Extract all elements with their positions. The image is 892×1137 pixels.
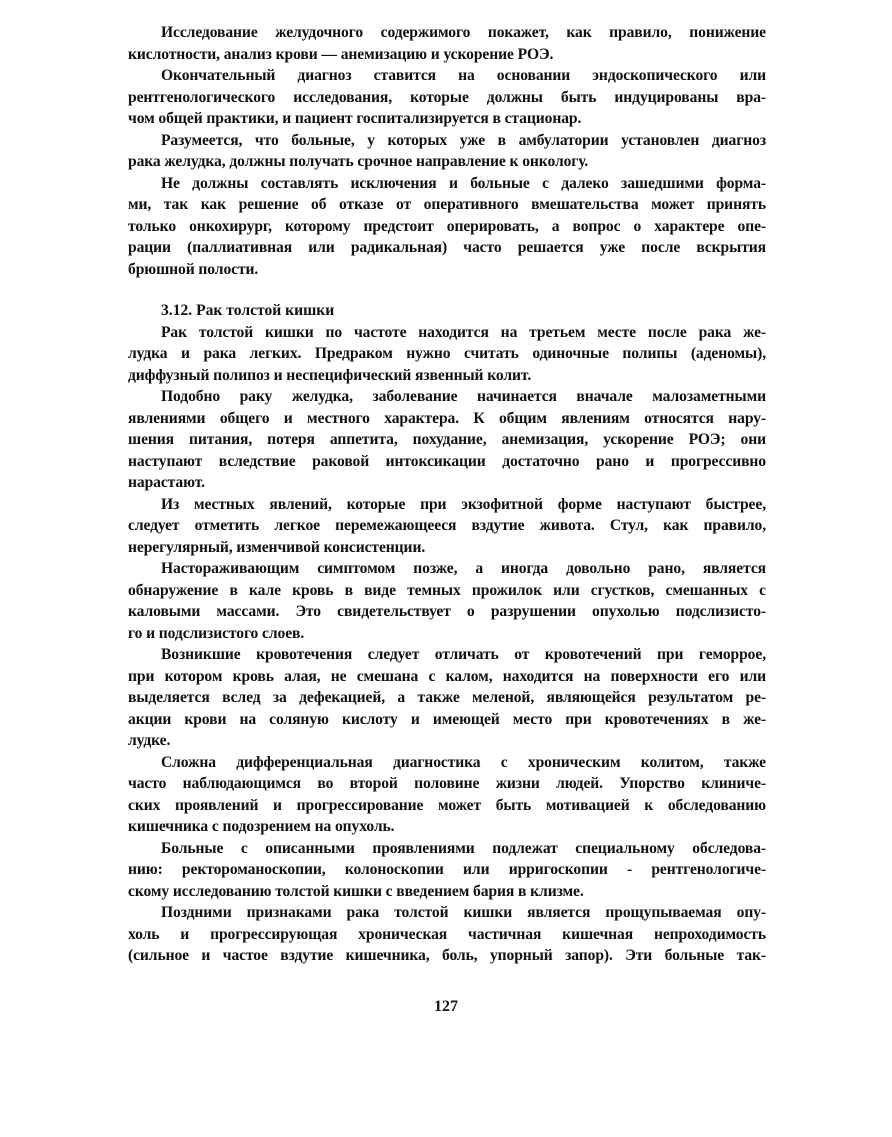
- page-body: [128, 22, 766, 967]
- text-line: часто наблюдающимся во второй половине жизни людей. Упорство клиниче-: [128, 775, 766, 792]
- text-line: Исследование желудочного содержимого покажет, как правило, понижение: [161, 24, 766, 41]
- paragraph: [128, 22, 766, 65]
- text-line: Рак толстой кишки по частоте находится на третьем месте после рака же-: [161, 323, 766, 341]
- text-line: рации (паллиативная или радикальная) часто решается уже после вскрытия: [128, 239, 766, 256]
- paragraph: [128, 558, 766, 644]
- text-line: го и подслизистого слоев.: [128, 624, 305, 642]
- paragraph: [128, 130, 766, 173]
- paragraph: [128, 173, 766, 281]
- text-line: ми, так как решение об отказе от оперативного вмешательства может принять: [128, 196, 766, 213]
- text-line: чом общей практики, и пациент госпитализируется в стационар.: [128, 110, 582, 127]
- text-line: брюшной полости.: [128, 260, 259, 278]
- text-line: Возникшие кровотечения следует отличать от кровотечений при геморрое,: [161, 646, 766, 663]
- text-line: акции крови на соляную кислоту и имеющей место при кровотечениях в же-: [128, 710, 766, 728]
- text-line: нерегулярный, изменчивой консистенции.: [128, 538, 426, 556]
- text-line: каловыми массами. Это свидетельствует о разрушении опухолью подслизисто-: [128, 603, 766, 620]
- text-line: рака желудка, должны получать срочное направление к онкологу.: [128, 153, 589, 170]
- text-line: (сильное и частое вздутие кишечника, боль, упорный запор). Эти больные так-: [128, 947, 766, 964]
- text-line: шения питания, потеря аппетита, похудание, анемизация, ускорение РОЭ; они: [128, 431, 766, 448]
- text-line: Поздними признаками рака толстой кишки является прощупываемая опу-: [161, 904, 766, 921]
- text-line: диффузный полипоз и неспецифический язвенный колит.: [128, 366, 532, 384]
- text-line: следует отметить легкое перемежающееся вздутие живота. Стул, как правило,: [128, 517, 766, 534]
- text-line: при котором кровь алая, не смешана с калом, находится на поверхности его или: [128, 667, 766, 685]
- text-line: Подобно раку желудка, заболевание начинается вначале малозаметными: [161, 388, 766, 405]
- text-line: Разумеется, что больные, у которых уже в амбулатории установлен диагноз: [161, 131, 766, 149]
- text-line: холь и прогрессирующая хроническая частичная кишечная непроходимость: [128, 925, 766, 943]
- text-line: обнаружение в кале кровь в виде темных прожилок или сгустков, смешанных с: [128, 581, 766, 599]
- paragraph: [128, 838, 766, 903]
- paragraph: [128, 494, 766, 559]
- text-line: выделяется вслед за дефекацией, а также меленой, являющейся результатом ре-: [128, 689, 766, 706]
- paragraph: [128, 386, 766, 494]
- text-line: Окончательный диагноз ставится на основании эндоскопического или: [161, 67, 766, 84]
- text-line: Настораживающим симптомом позже, а иногда довольно рано, является: [161, 560, 766, 577]
- text-line: Не должны составлять исключения и больные с далеко зашедшими форма-: [161, 174, 766, 192]
- text-line: нарастают.: [128, 474, 205, 491]
- paragraph: [128, 65, 766, 130]
- text-line: наступают вследствие раковой интоксикации достаточно рано и прогрессивно: [128, 452, 766, 470]
- text-line: ских проявлений и прогрессирование может быть мотивацией к обследованию: [128, 796, 766, 814]
- text-line: лудка и рака легких. Предраком нужно считать одиночные полипы (аденомы),: [128, 345, 766, 362]
- text-line: кишечника с подозрением на опухоль.: [128, 818, 395, 835]
- text-line: Сложна дифференциальная диагностика с хроническим колитом, также: [161, 753, 766, 771]
- paragraph: [128, 644, 766, 752]
- text-line: нию: ректороманоскопии, колоноскопии или ирригоскопии - рентгенологиче-: [128, 861, 766, 878]
- paragraph: [128, 752, 766, 838]
- text-line: лудке.: [128, 732, 171, 749]
- paragraph: [128, 902, 766, 967]
- page-number: 127: [434, 998, 458, 1015]
- text-line: Из местных явлений, которые при экзофитной форме наступают быстрее,: [161, 495, 766, 513]
- text-line: кислотности, анализ крови — анемизацию и ускорение РОЭ.: [128, 45, 554, 63]
- text-line: явлениями общего и местного характера. К общим явлениям относятся нару-: [128, 409, 766, 427]
- text-line: скому исследованию толстой кишки с введением бария в клизме.: [128, 882, 584, 900]
- text-line: Больные с описанными проявлениями подлежат специальному обследова-: [161, 839, 766, 857]
- text-line: только онкохирург, которому предстоит оперировать, а вопрос о характере опе-: [128, 217, 766, 235]
- paragraph: [128, 322, 766, 387]
- text-line: рентгенологического исследования, которые должны быть индуцированы вра-: [128, 88, 766, 106]
- section-heading: 3.12. Рак толстой кишки: [161, 302, 335, 319]
